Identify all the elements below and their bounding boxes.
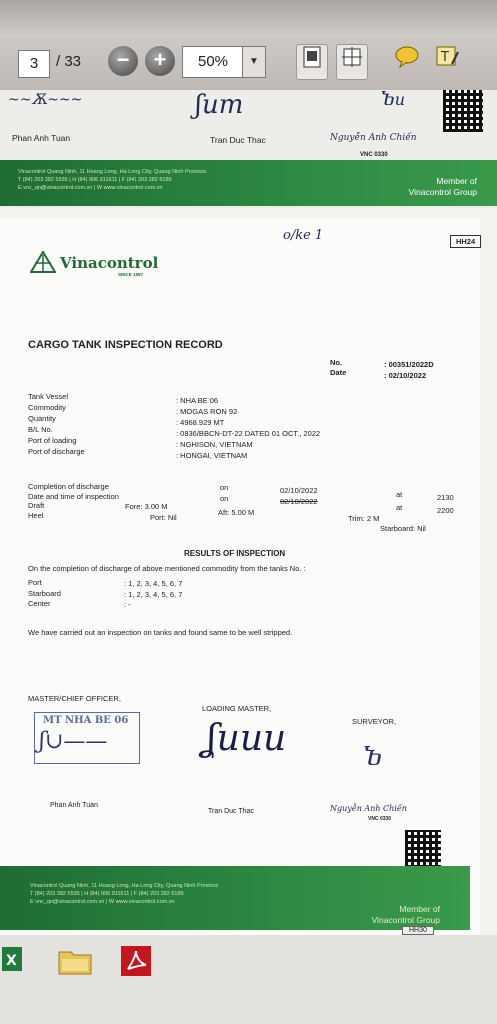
prev-footer-web: E vnc_qn@vinacontrol.com.vn | W www.vinacontrol.com.vn [18,185,163,191]
footer-phone: T (84) 203 382 5535 | H (84) 906 911611 | F (84) 203 382 6189 [30,891,184,897]
svg-text:T: T [441,50,449,65]
completion-date: 02/10/2022 [280,486,318,495]
fit-page-icon[interactable] [296,44,328,80]
field-label: Commodity [28,402,66,412]
svg-text:X: X [6,953,17,969]
zoom-out-button[interactable]: − [108,46,138,76]
stamp-text: MT NHA BE 06 [43,715,129,726]
tank-label: Starboard [28,589,61,598]
tank-value: : 1, 2, 3, 4, 5, 6, 7 [124,590,183,599]
field-label: B/L No. [28,425,53,435]
surveyor-code: VNC 0330 [368,816,392,822]
field-value: : NGHISON, VIETNAM [176,440,253,450]
pdf-toolbar [0,0,497,92]
prev-footer-phone: T (84) 203 382 5535 | H (84) 906 911611 | F (84) 203 382 6189 [18,177,172,183]
vinacontrol-logo: Vinacontrol [60,254,159,272]
loading-master-name: Tran Duc Thac [208,808,254,815]
tank-value: : 1, 2, 3, 4, 5, 6, 7 [124,579,183,588]
next-page-code: HH30 [402,926,434,935]
prev-member-line2: Vinacontrol Group [408,187,477,197]
inspection-date: 02/10/2022 [280,497,318,506]
prev-footer-address: Vinacontrol Quang Ninh, 11 Hoang Long, Ha Long City, Quang Ninh Province [18,169,207,175]
master-label: MASTER/CHIEF OFFICER, [28,694,121,703]
tank-value: : - [124,600,131,609]
prev-master-name: Phan Anh Tuan [12,133,71,143]
footer-address: Vinacontrol Quang Ninh, 11 Hoang Long, Ha Long City, Quang Ninh Province [30,883,219,889]
field-value: : MOGAS RON 92 [176,406,238,416]
qr-code [405,830,441,868]
text-tool-icon[interactable] [432,44,462,78]
datetime-label: Date and time of inspection [28,492,119,501]
zoom-dropdown-button[interactable]: ▼ [242,46,266,78]
trim-value: Trim: 2 M [348,514,380,523]
logo-since: SINCE 1957 [118,272,144,277]
prev-member-line1: Member of [436,176,477,186]
previous-page-bottom [0,90,497,208]
vessel-stamp [34,712,140,764]
master-signature: ʃ∪—— [39,729,108,754]
page-total-label: / 33 [56,53,82,70]
inspection-time: 2200 [437,506,454,515]
qr-code-prev [443,90,483,132]
prev-loading-name: Tran Duc Thac [210,135,266,145]
inspection-record-page [0,218,480,935]
surveyor-label: SURVEYOR, [352,717,397,726]
toolbar-top-strip [0,0,497,38]
loading-master-signature: ʆuuu [205,718,287,759]
completion-label: Completion of discharge [28,482,109,491]
member-group [372,904,440,926]
date-label: Date [330,368,347,377]
tank-label: Port [28,578,42,587]
pdf-icon[interactable] [120,945,152,977]
inspection-conclusion: We have carried out an inspection on tanks and found same to be well stripped. [28,628,293,637]
loading-signature-prev: ʃum [195,90,244,120]
prev-member-group [409,176,477,198]
surveyor-signature-prev: Ⴆu [380,90,406,109]
field-label: Port of discharge [28,447,85,456]
surveyor-signature: Ⴆ [362,746,383,771]
prev-surveyor-code: VNC 0330 [360,152,388,158]
field-value: : NHA BE 06 [176,396,219,405]
heel-label: Heel [28,511,44,520]
footer-web: E vnc_qn@vinacontrol.com.vn | W www.vinacontrol.com.vn [30,899,175,905]
results-title: RESULTS OF INSPECTION [184,549,286,558]
form-code: HH24 [450,235,481,248]
zoom-in-button[interactable]: + [145,46,175,76]
heel-starboard: Starboard: Nil [380,524,426,533]
document-viewport[interactable] [0,90,497,935]
field-value: : HONGAI, VIETNAM [176,451,248,460]
comment-icon[interactable] [392,44,422,78]
excel-icon[interactable] [0,943,26,975]
draft-label: Draft [28,501,45,510]
master-signature-prev: ~~Ѫ~~~ [8,92,83,108]
draft-aft: Aft: 5.00 M [218,508,255,517]
date-value: : 02/10/2022 [384,371,427,380]
field-label: Port of loading [28,436,77,446]
no-label: No. [330,358,343,367]
prev-surveyor-name: Nguyễn Anh Chiến [330,133,417,143]
at-label-2: at [396,503,403,512]
on-label-1: on [220,483,229,492]
page-number-input[interactable]: 3 [18,50,50,78]
taskbar [0,935,497,1024]
draft-fore: Fore: 3.00 M [125,502,168,511]
at-label-1: at [396,490,403,499]
page-title: CARGO TANK INSPECTION RECORD [28,339,223,351]
no-value: : 00351/2022D [384,360,434,369]
field-label: Quantity [28,413,56,423]
loading-master-label: LOADING MASTER, [202,704,272,713]
zoom-level-field[interactable]: 50% [182,46,244,78]
results-intro: On the completion of discharge of above mentioned commodity from the tanks No. : [28,564,306,573]
handwritten-note: o/ke 1 [283,228,324,243]
on-label-2: on [220,494,229,503]
prev-footer-band [0,160,497,206]
page-footer-band [0,866,470,930]
surveyor-name: Nguyễn Anh Chiến [330,804,407,813]
member-line2: Vinacontrol Group [371,915,440,925]
field-label: Tank Vessel [28,392,69,401]
folder-icon[interactable] [58,947,92,975]
fit-width-icon[interactable] [336,44,368,80]
field-value: : 0836/BBCN-DT-22 DATED 01 OCT., 2022 [176,429,321,439]
vinacontrol-logo-icon [30,251,56,273]
heel-port: Port: Nil [150,513,177,522]
master-name: Phan Anh Tuan [50,802,98,809]
completion-time: 2130 [437,493,454,502]
member-line1: Member of [399,904,440,914]
tank-label: Center [28,599,51,608]
field-value: : 4968.929 MT [176,417,225,427]
